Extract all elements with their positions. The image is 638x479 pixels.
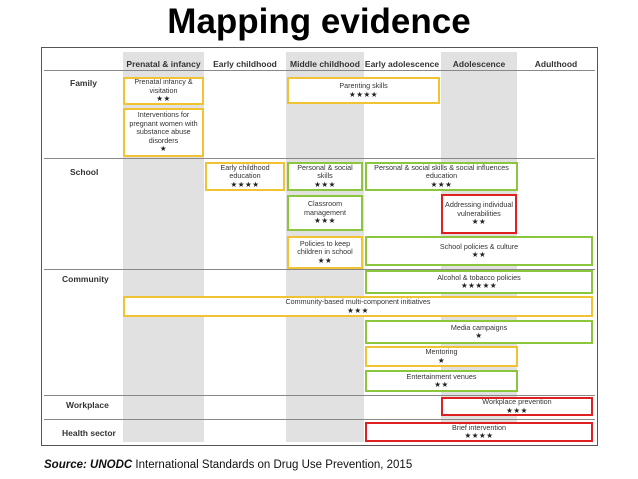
star-rating: ★★★★★ <box>460 281 498 290</box>
row-header-community: Community <box>62 274 109 284</box>
column-header-early-adolescence: Early adolescence <box>364 59 440 69</box>
intervention-label: Alcohol & tobacco policies <box>437 272 521 282</box>
source-prefix: Source: <box>44 459 87 471</box>
intervention-label: Mentoring <box>425 347 458 356</box>
star-rating: ★★★ <box>347 305 369 315</box>
star-rating: ★★★★ <box>349 89 378 99</box>
intervention-box <box>365 370 518 392</box>
intervention-box <box>287 195 363 231</box>
intervention-box <box>123 77 204 105</box>
intervention-box <box>287 77 440 104</box>
intervention-label: Personal & social skills & social influences education <box>374 162 509 181</box>
row-separator <box>44 70 595 71</box>
star-rating: ★★ <box>471 217 487 227</box>
intervention-box <box>365 162 518 191</box>
intervention-box <box>365 270 593 294</box>
star-rating: ★★ <box>156 94 171 104</box>
star-rating: ★★ <box>471 250 487 259</box>
column-header-middle-childhood: Middle childhood <box>290 59 360 69</box>
row-separator <box>44 395 595 396</box>
column-header-early-childhood: Early childhood <box>213 59 277 69</box>
column-header-prenatal: Prenatal & infancy <box>126 59 201 69</box>
intervention-box <box>123 108 204 157</box>
intervention-label: School policies & culture <box>439 241 519 251</box>
star-rating: ★ <box>437 355 446 365</box>
star-rating: ★ <box>159 144 168 154</box>
intervention-label: Community-based multi-component initiatives <box>285 297 431 306</box>
intervention-box <box>441 194 517 234</box>
source-citation <box>44 459 412 471</box>
intervention-box <box>365 346 518 367</box>
source-org: UNODC <box>90 459 133 471</box>
star-rating: ★ <box>475 331 483 340</box>
row-header-school: School <box>70 167 99 177</box>
star-rating: ★★★★ <box>464 431 494 440</box>
intervention-box <box>365 422 593 442</box>
row-separator <box>44 419 595 420</box>
intervention-label: Personal & social skills <box>297 162 353 181</box>
intervention-label: Early childhood education <box>220 162 270 181</box>
row-header-family: Family <box>70 78 97 88</box>
star-rating: ★★ <box>317 255 333 265</box>
row-header-workplace: Workplace <box>66 400 109 410</box>
intervention-label: Prenatal infancy & visitation <box>134 77 193 95</box>
intervention-box <box>365 236 593 266</box>
intervention-box <box>287 236 363 269</box>
star-rating: ★★★ <box>430 179 453 189</box>
intervention-label: Entertainment venues <box>406 371 477 381</box>
intervention-box <box>287 162 363 191</box>
intervention-label: Brief intervention <box>452 422 506 432</box>
star-rating: ★★ <box>434 380 449 389</box>
source-text: International Standards on Drug Use Prevention, 2015 <box>135 459 413 471</box>
intervention-label: Policies to keep children in school <box>297 238 353 257</box>
column-header-adulthood: Adulthood <box>534 59 578 69</box>
intervention-box <box>365 320 593 344</box>
row-header-health-sector: Health sector <box>62 428 116 438</box>
intervention-box <box>123 296 593 317</box>
page-title: Mapping evidence <box>167 2 471 41</box>
intervention-label: Addressing individual vulnerabilities <box>445 200 513 218</box>
column-header-adolescence: Adolescence <box>452 59 506 69</box>
intervention-label: Parenting skills <box>339 81 388 90</box>
intervention-label: Media campaigns <box>450 322 508 332</box>
star-rating: ★★★ <box>506 405 528 415</box>
intervention-box <box>441 397 593 416</box>
intervention-label: Classroom management <box>304 199 346 217</box>
intervention-label: Interventions for pregnant women with substance abuse disorders <box>129 110 198 145</box>
star-rating: ★★★★ <box>230 179 260 189</box>
star-rating: ★★★ <box>314 179 336 189</box>
row-separator <box>44 158 595 159</box>
intervention-box <box>205 162 285 191</box>
star-rating: ★★★ <box>314 216 336 226</box>
intervention-label: Workplace prevention <box>482 397 552 406</box>
